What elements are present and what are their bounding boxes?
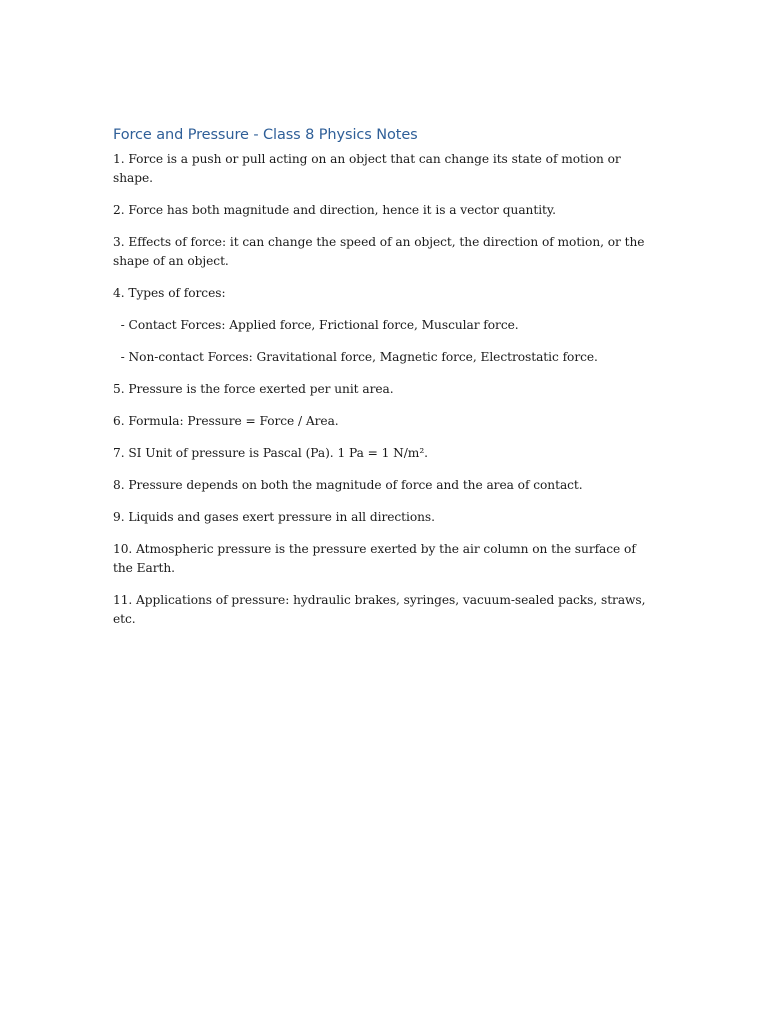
paragraph-11: 11. Applications of pressure: hydraulic brakes, syringes, vacuum-sealed packs, straws, etc. — [113, 593, 646, 626]
document-body — [113, 124, 653, 642]
paragraph-8: 8. Pressure depends on both the magnitude of force and the area of contact. — [113, 478, 583, 492]
paragraph-5: 5. Pressure is the force exerted per unit area. — [113, 382, 394, 396]
paragraph-7: 7. SI Unit of pressure is Pascal (Pa). 1 Pa = 1 N/m². — [113, 446, 428, 460]
paragraph-contact-forces: - Contact Forces: Applied force, Frictional force, Muscular force. — [113, 318, 519, 332]
paragraph-9: 9. Liquids and gases exert pressure in all directions. — [113, 510, 435, 524]
paragraph-2: 2. Force has both magnitude and direction, hence it is a vector quantity. — [113, 203, 556, 217]
document-title: Force and Pressure - Class 8 Physics Notes — [113, 127, 418, 143]
paragraph-1: 1. Force is a push or pull acting on an object that can change its state of motion or shape. — [113, 152, 621, 185]
paragraph-6: 6. Formula: Pressure = Force / Area. — [113, 414, 339, 428]
paragraph-10: 10. Atmospheric pressure is the pressure exerted by the air column on the surface of the Earth. — [113, 542, 636, 575]
paragraph-4: 4. Types of forces: — [113, 286, 226, 300]
paragraph-3: 3. Effects of force: it can change the speed of an object, the direction of motion, or the shape of an object. — [113, 235, 645, 268]
paragraph-non-contact-forces: - Non-contact Forces: Gravitational force, Magnetic force, Electrostatic force. — [113, 350, 598, 364]
